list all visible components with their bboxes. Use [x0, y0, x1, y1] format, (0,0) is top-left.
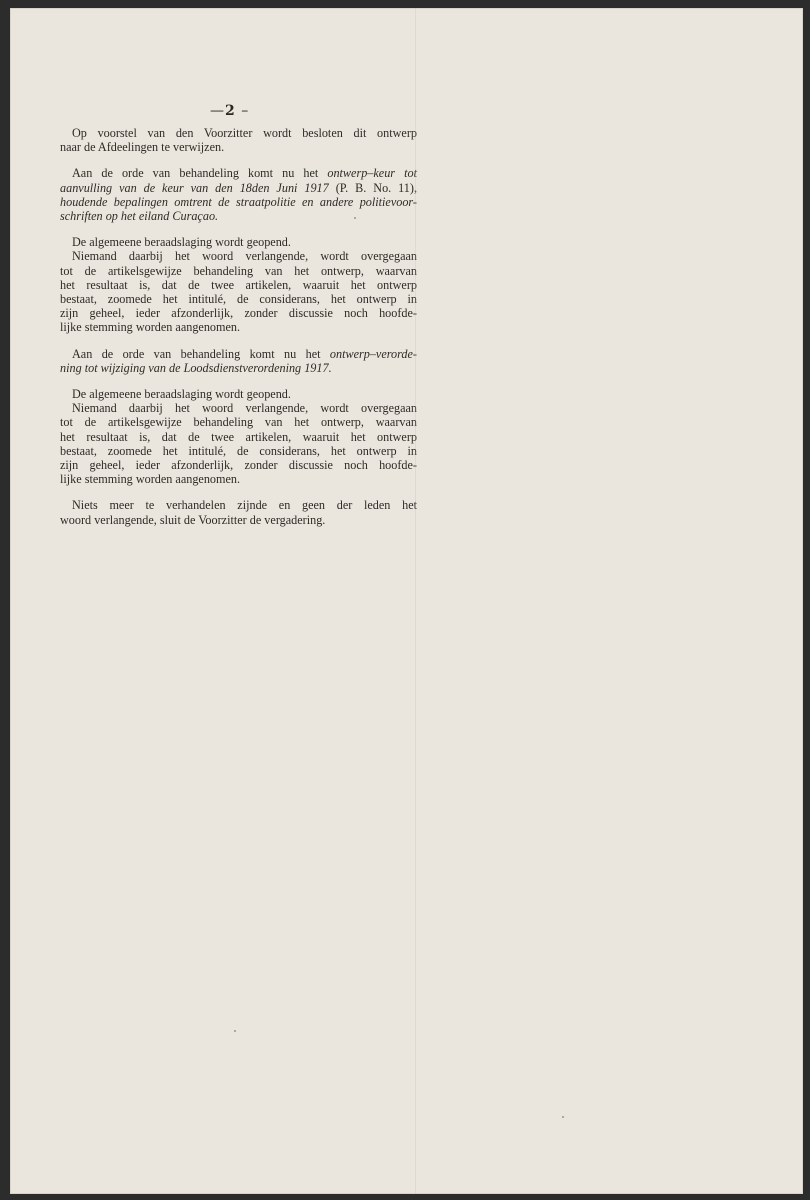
text-line: [60, 195, 417, 209]
agenda-title: schriften op het eiland Curaçao.: [60, 209, 219, 224]
text-line: zijn geheel, ieder afzonderlijk, zonder discussie noch hoofde-: [60, 306, 417, 321]
text-line: tot de artikelsgewijze behandeling van het ontwerp, waarvan: [60, 263, 417, 278]
text-line: het resultaat is, dat de twee artikelen, waaruit het ontwerp: [60, 429, 417, 444]
text-line: Niemand daarbij het woord verlangende, wordt overgegaan: [72, 249, 417, 264]
text-line: De algemeene beraadslaging wordt geopend.: [72, 387, 291, 402]
paragraph-referral: [60, 126, 417, 154]
text-line: [60, 181, 417, 195]
text-line: woord verlangende, sluit de Voorzitter de vergadering.: [60, 512, 326, 527]
paper-speck: [354, 217, 356, 219]
text-line: lijke stemming worden aangenomen.: [60, 320, 241, 335]
agenda-lead: Aan de orde van behandeling komt nu het: [72, 166, 319, 181]
text-line: [60, 209, 417, 223]
agenda-title: houdende bepalingen omtrent de straatpolitie en andere politievoor-: [60, 194, 417, 209]
paragraph-closing: [60, 498, 417, 526]
agenda-title: ontwerp–keur tot: [327, 166, 417, 181]
agenda-title: ning tot wijziging van de Loodsdienstverordening 1917.: [60, 360, 332, 375]
text-line: De algemeene beraadslaging wordt geopend.: [72, 235, 291, 250]
text-line: het resultaat is, dat de twee artikelen, waaruit het ontwerp: [60, 277, 417, 292]
text-line: bestaat, zoomede het intitulé, de considerans, het ontwerp in: [60, 292, 417, 307]
document-body: [60, 126, 417, 527]
page-number-dash-left: —: [210, 103, 225, 119]
text-line: [60, 166, 417, 180]
agenda-title: ontwerp–verorde-: [329, 346, 417, 361]
page-number-value: 2: [225, 103, 236, 119]
text-line: bestaat, zoomede het intitulé, de considerans, het ontwerp in: [60, 443, 417, 458]
text-line: Niets meer te verhandelen zijnde en geen der leden het: [72, 498, 417, 513]
text-line: naar de Afdeelingen te verwijzen.: [60, 140, 225, 155]
text-line: [60, 361, 417, 375]
paragraph-agenda-keur: [60, 166, 417, 223]
publication-ref: (P. B. No. 11),: [335, 180, 417, 195]
text-line: Op voorstel van den Voorzitter wordt besloten dit ontwerp: [72, 126, 417, 140]
document-page: [10, 8, 803, 1194]
text-line: lijke stemming worden aangenomen.: [60, 472, 241, 487]
paper-speck: [234, 1030, 236, 1032]
agenda-lead: Aan de orde van behandeling komt nu het: [72, 346, 321, 361]
text-line: tot de artikelsgewijze behandeling van het ontwerp, waarvan: [60, 415, 417, 430]
text-line: zijn geheel, ieder afzonderlijk, zonder discussie noch hoofde-: [60, 458, 417, 473]
paragraph-deliberation-1: [60, 235, 417, 334]
text-line: Niemand daarbij het woord verlangende, wordt overgegaan: [72, 401, 417, 416]
page-number-dash-right: –: [241, 103, 250, 119]
paragraph-agenda-verordening: [60, 347, 417, 375]
paragraph-deliberation-2: [60, 387, 417, 486]
text-line: [60, 347, 417, 361]
page-number: [210, 103, 249, 119]
agenda-title: aanvulling van de keur van den 18den Juni 1917: [60, 180, 329, 195]
paper-speck: [562, 1116, 564, 1118]
